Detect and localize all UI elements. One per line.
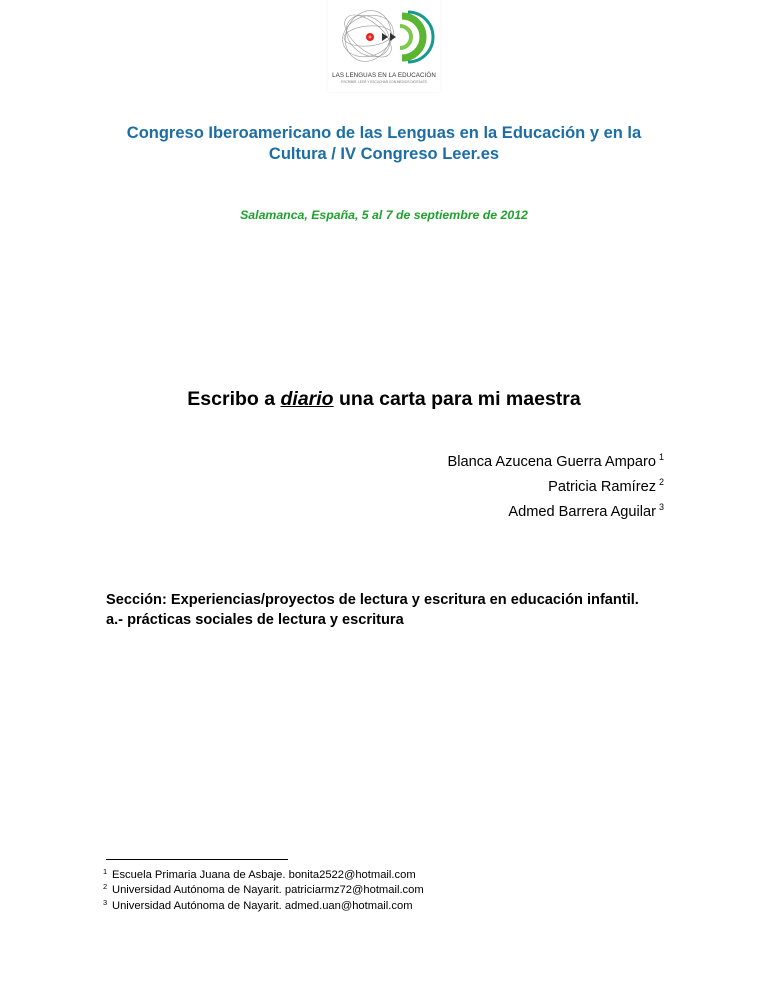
footnote-text: Universidad Autónoma de Nayarit. patriciarmz72@hotmail.com: [112, 884, 424, 897]
logo-subtitle: ESCRIBIR, LEER Y ESCUCHAR CON MEDIOS DIGITALES: [341, 80, 427, 84]
footnote-3: [103, 897, 424, 912]
congress-title-line-1: Congreso Iberoamericano de las Lenguas en la Educación y en la: [126, 124, 642, 142]
footnote-1: [103, 866, 424, 881]
author-footnote-ref: 2: [659, 477, 665, 487]
congress-title: [84, 123, 684, 165]
logo-title: LAS LENGUAS EN LA EDUCACIÓN: [332, 72, 436, 79]
congress-title-line-2: Cultura / IV Congreso Leer.es: [268, 145, 500, 163]
author-list: [448, 447, 666, 522]
author-name: Admed Barrera Aguilar: [508, 504, 656, 520]
paper-title-before: Escribo a: [187, 388, 281, 410]
section-heading: [106, 590, 686, 630]
author-name: Patricia Ramírez: [548, 479, 656, 495]
footnote-number: 2: [103, 882, 108, 892]
congress-logo: [328, 0, 440, 92]
logo-emblem-icon: [328, 0, 440, 72]
footnote-divider: [106, 859, 288, 860]
footnote-text: Escuela Primaria Juana de Asbaje. bonita2522@hotmail.com: [112, 869, 416, 881]
footnote-2: [103, 881, 424, 896]
author-2: [448, 472, 666, 497]
section-line-1: Sección: Experiencias/proyectos de lectura y escritura en educación infantil.: [106, 592, 639, 608]
author-1: [448, 447, 666, 472]
footnote-number: 3: [103, 897, 108, 907]
author-3: [448, 497, 666, 522]
author-footnote-ref: 1: [659, 452, 665, 462]
paper-title: [84, 388, 684, 411]
footnote-text: Universidad Autónoma de Nayarit. admed.uan@hotmail.com: [112, 899, 413, 912]
paper-title-after: una carta para mi maestra: [333, 388, 581, 410]
author-name: Blanca Azucena Guerra Amparo: [447, 454, 656, 470]
footnotes: [103, 866, 424, 912]
author-footnote-ref: 3: [659, 502, 665, 512]
section-line-2: a.- prácticas sociales de lectura y escritura: [106, 612, 404, 628]
footnote-number: 1: [103, 867, 108, 876]
paper-title-emphasis: diario: [280, 388, 334, 410]
congress-location: Salamanca, España, 5 al 7 de septiembre de 2012: [240, 208, 528, 222]
